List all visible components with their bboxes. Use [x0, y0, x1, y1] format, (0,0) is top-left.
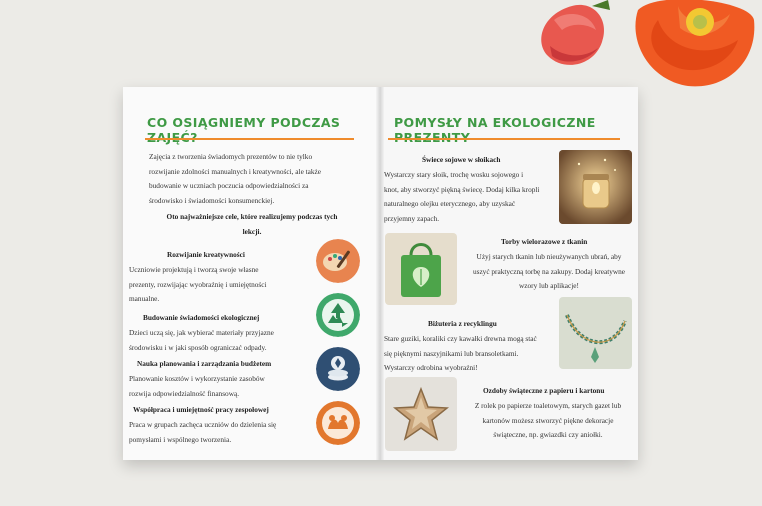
goal-line: Planowanie kosztów i wykorzystanie zasobów	[129, 374, 265, 383]
palette-brush-icon	[316, 239, 360, 283]
idea-line: się pięknymi naszyjnikami lub bransoletkami.	[384, 348, 519, 358]
idea-line: naturalnego olejku eterycznego, aby uzyskać	[384, 199, 516, 209]
goal-description	[129, 418, 309, 447]
intro-line: rozwijanie zdolności manualnych i kreatywności, ale także	[149, 166, 322, 176]
recycle-icon	[316, 293, 360, 337]
right-heading-underline	[388, 138, 620, 140]
bead-necklace-photo	[559, 297, 632, 369]
left-page-heading: CO OSIĄGNIEMY PODCZAS	[147, 115, 341, 130]
idea-line: Wystarczy stary słoik, trochę wosku sojowego i	[384, 170, 524, 179]
goal-title: Budowanie świadomości ekologicznej	[143, 313, 260, 322]
idea-title: Ozdoby świąteczne z papieru i kartonu	[483, 386, 605, 395]
red-poppy-flower	[618, 0, 762, 92]
idea-line: Użyj starych tkanin lub nieużywanych ubrań, aby	[476, 252, 622, 261]
goal-title: Współpraca i umiejętność pracy zespołowej	[133, 405, 269, 414]
jar-candle-photo	[559, 150, 632, 224]
teamwork-hands-icon	[316, 401, 360, 445]
idea-description	[384, 332, 559, 376]
goals-title-line: Oto najważniejsze cele, które realizujemy podczas tych	[166, 212, 338, 221]
green-tote-bag-photo	[385, 233, 457, 305]
idea-description	[460, 399, 636, 443]
left-page	[123, 87, 380, 460]
goal-line: środowisku i w jaki sposób ograniczać odpady.	[129, 342, 267, 352]
idea-title: Biżuteria z recyklingu	[428, 319, 497, 328]
open-brochure	[123, 87, 638, 460]
goal-line: Dzieci uczą się, jak wybierać materiały przyjazne	[129, 328, 274, 337]
intro-paragraph	[149, 150, 359, 208]
idea-description	[462, 250, 636, 294]
idea-title: Świece sojowe w słoikach	[422, 155, 501, 164]
idea-line: uszyć praktyczną torbę na zakupy. Dodaj kreatywne	[472, 266, 626, 276]
brochure-fold	[376, 87, 384, 460]
idea-line: Stare guziki, koraliki czy kawałki drewna mogą stać	[384, 334, 537, 343]
idea-title: Torby wielorazowe z tkanin	[501, 237, 588, 246]
goal-line: prezenty, rozwijając wyobraźnię i umiejętności	[129, 279, 267, 289]
coin-stack-icon	[316, 347, 360, 391]
goal-line: Uczniowie projektują i tworzą swoje własne	[129, 265, 259, 274]
goal-description	[129, 372, 309, 401]
idea-line: Wystarczy odrobina wyobraźni!	[384, 363, 478, 373]
goal-title: Nauka planowania i zarządzania budżetem	[137, 359, 272, 368]
intro-line: Zajęcia z tworzenia świadomych prezentów to nie tylko	[149, 152, 313, 161]
right-page-heading: POMYSŁY NA EKOLOGICZNE	[394, 115, 596, 130]
idea-line: przyjemny zapach.	[384, 213, 440, 223]
idea-line: kartonów możesz stworzyć piękne dekoracje	[482, 415, 614, 425]
idea-line: wzory lub aplikacje!	[519, 281, 579, 291]
pink-poppy-flower	[532, 0, 612, 72]
goal-description	[129, 326, 309, 355]
goals-title-line: lekcji.	[242, 226, 262, 236]
idea-line: Z rolek po papierze toaletowym, starych gazet lub	[474, 401, 622, 410]
goal-line: rozwija odpowiedzialność finansową.	[129, 388, 240, 398]
goal-line: Praca w grupach zachęca uczniów do dzielenia się	[129, 420, 277, 429]
cardboard-star-photo	[385, 377, 457, 451]
intro-line: budowanie w uczniach poczucia odpowiedzialności za	[149, 181, 309, 191]
left-heading-underline	[145, 138, 354, 140]
goal-line: manualne.	[129, 294, 160, 304]
idea-description	[384, 168, 559, 226]
idea-line: świąteczne, np. gwiazdki czy aniołki.	[493, 430, 603, 440]
idea-line: knot, aby stworzyć piękną świecę. Dodaj kilka kropli	[384, 184, 540, 194]
goal-title: Rozwijanie kreatywności	[167, 250, 245, 259]
intro-line: środowisko i świadomości konsumenckiej.	[149, 195, 275, 205]
goals-title	[137, 210, 367, 239]
goal-line: pomysłami i wspólnego tworzenia.	[129, 434, 232, 444]
goal-description	[129, 263, 304, 307]
right-page	[380, 87, 638, 460]
